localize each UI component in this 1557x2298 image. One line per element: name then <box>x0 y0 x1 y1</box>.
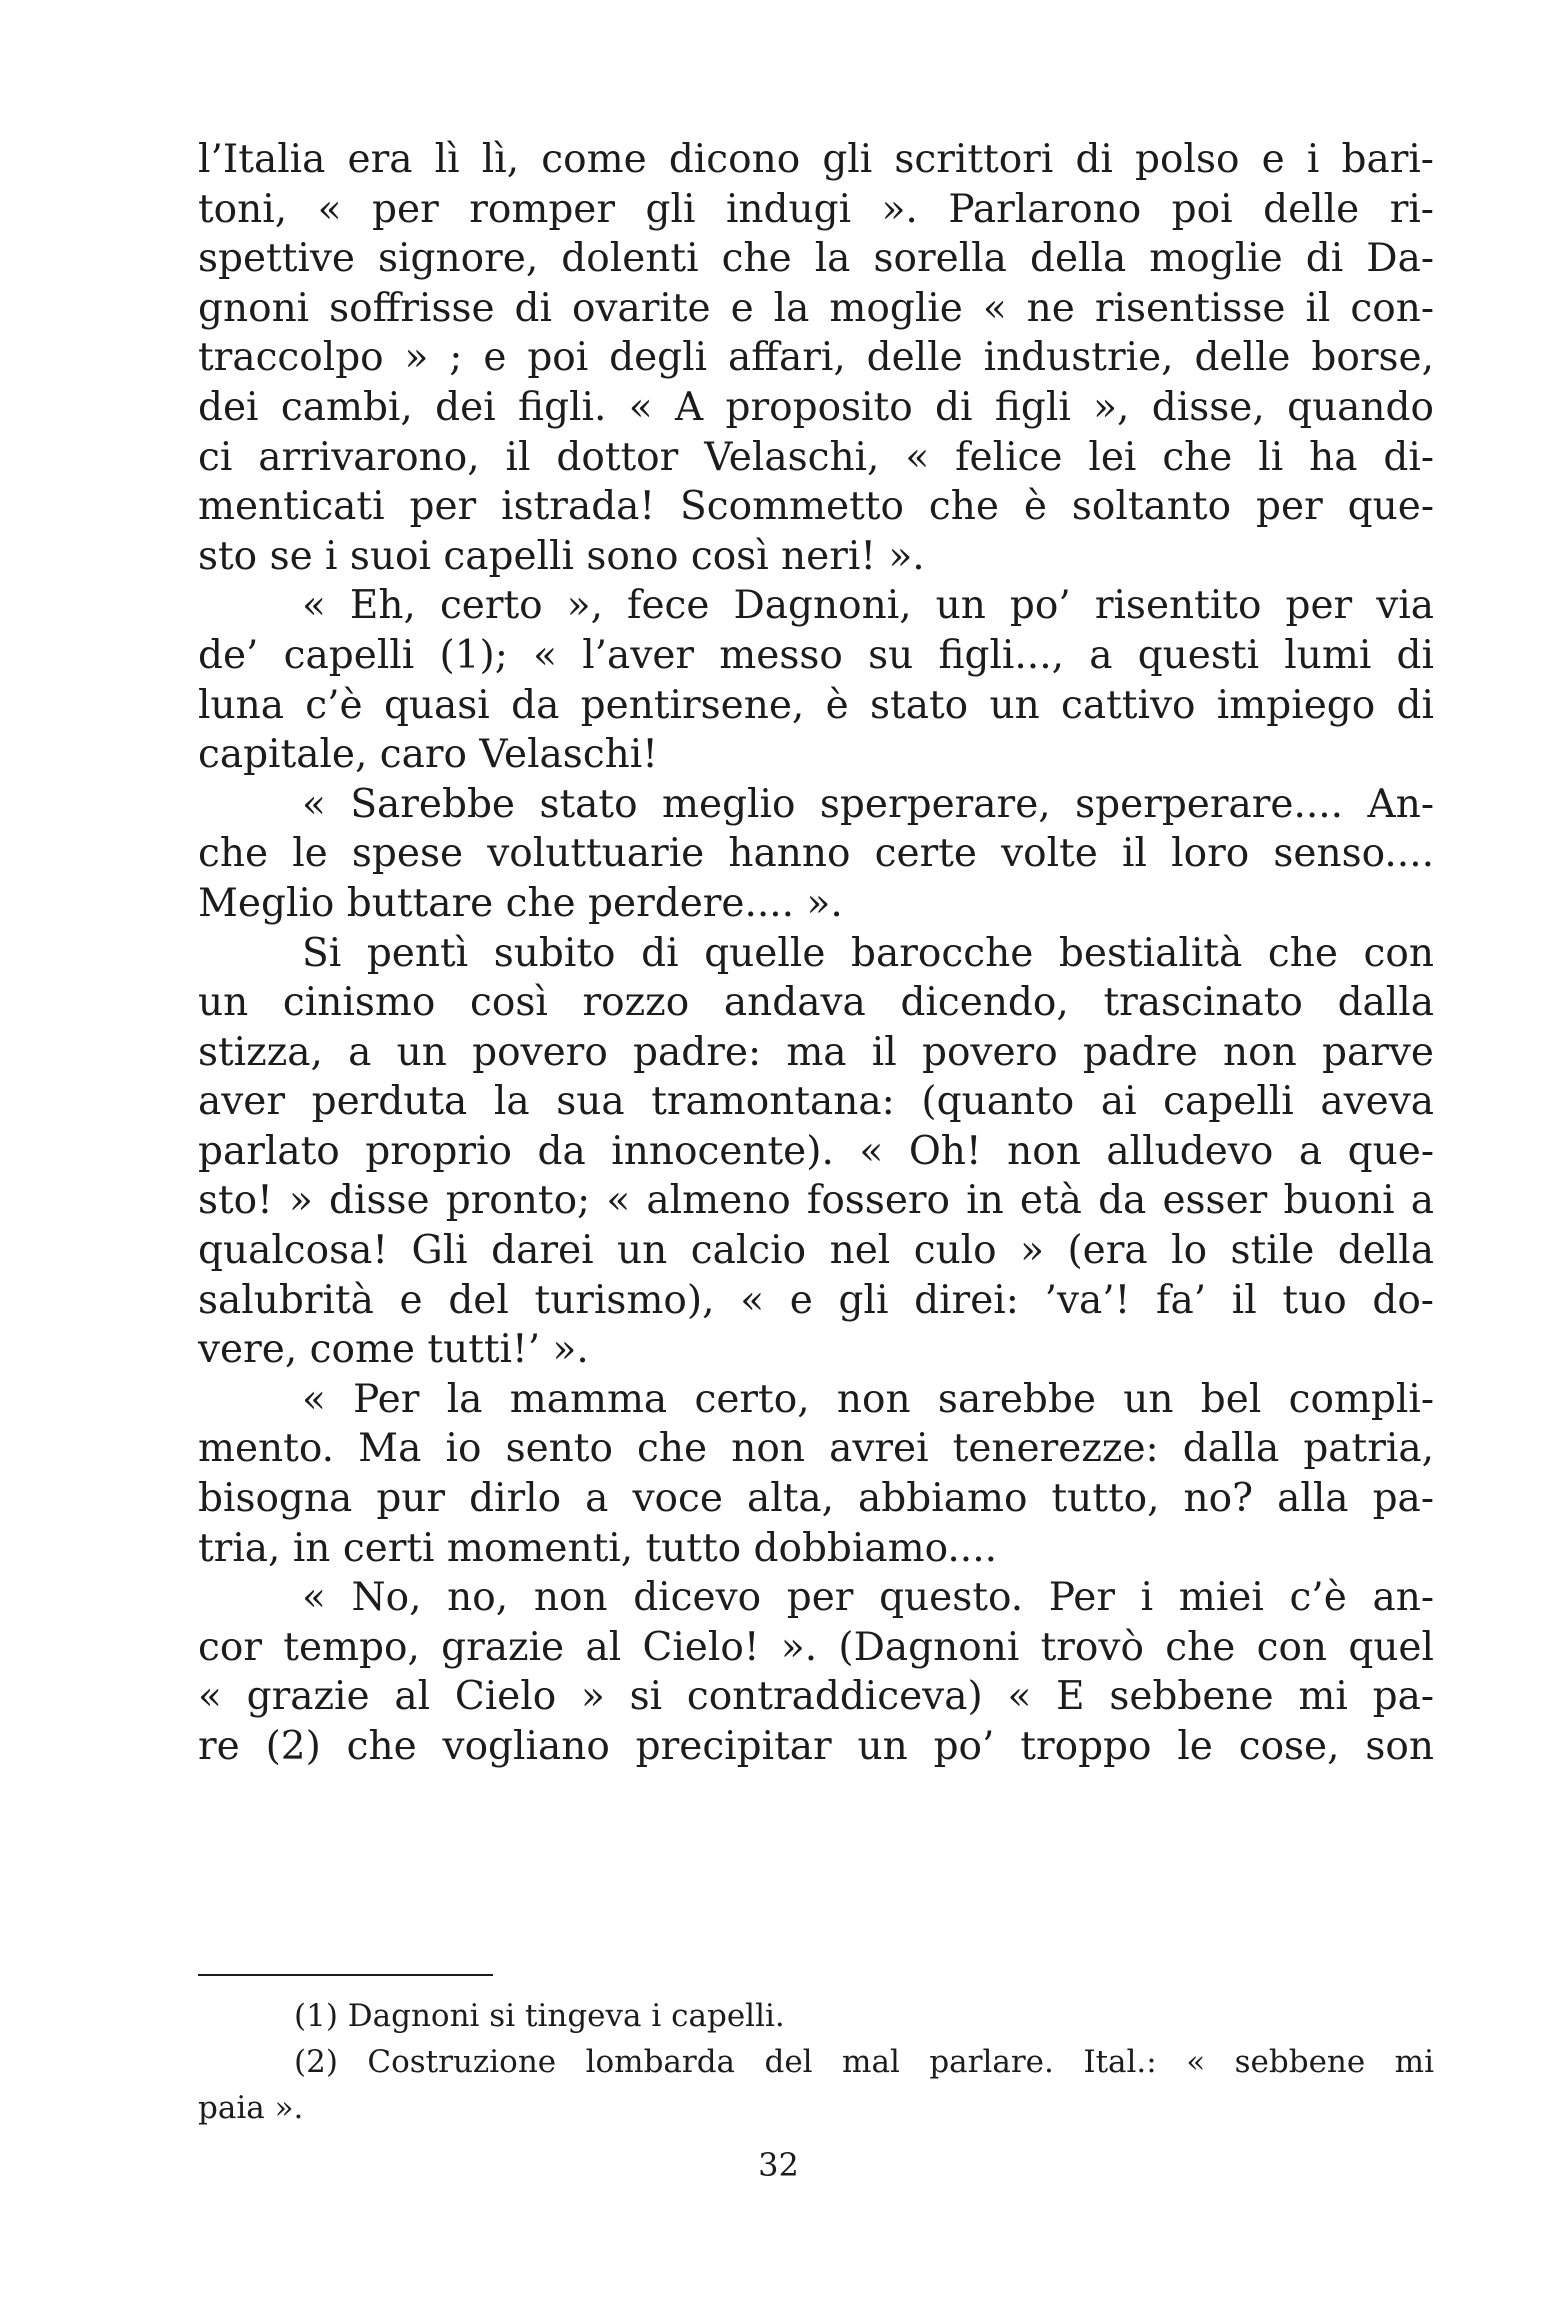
footnote-line: (2) Costruzione lombarda del mal parlare. Ital.: « sebbene mi <box>294 2044 1434 2080</box>
footnotes <box>198 1993 1434 2131</box>
text-line: cor tempo, grazie al Cielo! ». (Dagnoni trovò che con quel <box>198 1624 1434 1670</box>
text-line: stizza, a un povero padre: ma il povero padre non parve <box>198 1029 1434 1075</box>
text-line: sto! » disse pronto; « almeno fossero in età da esser buoni a <box>198 1178 1434 1224</box>
text-line: traccolpo » ; e poi degli affari, delle industrie, delle borse, <box>198 335 1434 381</box>
text-line: tria, in certi momenti, tutto dobbiamo.... <box>198 1525 997 1571</box>
text-line: Si pentì subito di quelle barocche bestialità che con <box>302 930 1434 976</box>
text-line: sto se i suoi capelli sono così neri! ». <box>198 533 925 579</box>
text-line: bisogna pur dirlo a voce alta, abbiamo tutto, no? alla pa- <box>198 1476 1434 1522</box>
text-line: « grazie al Cielo » si contraddiceva) « E sebbene mi pa- <box>198 1674 1434 1720</box>
text-line: « Sarebbe stato meglio sperperare, sperperare.... An- <box>302 781 1434 827</box>
text-line: un cinismo così rozzo andava dicendo, trascinato dalla <box>198 980 1434 1026</box>
page-number: 32 <box>758 2146 799 2184</box>
text-line: dei cambi, dei figli. « A proposito di figli », disse, quando <box>198 384 1434 430</box>
text-line: aver perduta la sua tramontana: (quanto ai capelli aveva <box>198 1079 1434 1125</box>
footnote-line: (1) Dagnoni si tingeva i capelli. <box>294 1998 785 2034</box>
text-line: luna c’è quasi da pentirsene, è stato un cattivo impiego di <box>198 682 1434 728</box>
text-line: ci arrivarono, il dottor Velaschi, « felice lei che li ha di- <box>198 434 1434 480</box>
text-line: spettive signore, dolenti che la sorella della moglie di Da- <box>198 236 1434 282</box>
text-line: che le spese voluttuarie hanno certe volte il loro senso.... <box>198 831 1434 877</box>
text-line: toni, « per romper gli indugi ». Parlarono poi delle ri- <box>198 186 1434 232</box>
footnote-divider <box>198 1974 493 1976</box>
text-line: capitale, caro Velaschi! <box>198 732 658 778</box>
text-line: l’Italia era lì lì, come dicono gli scrittori di polso e i bari- <box>198 137 1434 182</box>
text-line: salubrità e del turismo), « e gli direi: ’va’! fa’ il tuo do- <box>198 1277 1434 1323</box>
text-line: menticati per istrada! Scommetto che è soltanto per que- <box>198 484 1434 530</box>
text-line: « Per la mamma certo, non sarebbe un bel compli- <box>302 1376 1434 1422</box>
text-line: Meglio buttare che perdere.... ». <box>198 880 843 926</box>
text-line: parlato proprio da innocente). « Oh! non alludevo a que- <box>198 1128 1434 1174</box>
text-line: vere, come tutti!’ ». <box>198 1327 589 1373</box>
text-line: « No, no, non dicevo per questo. Per i miei c’è an- <box>302 1575 1434 1621</box>
body-text <box>198 135 1434 1772</box>
text-line: « Eh, certo », fece Dagnoni, un po’ risentito per via <box>302 583 1434 629</box>
text-line: re (2) che vogliano precipitar un po’ troppo le cose, son <box>198 1724 1434 1769</box>
text-line: mento. Ma io sento che non avrei tenerezze: dalla patria, <box>198 1426 1434 1472</box>
footnote-line: paia ». <box>198 2090 304 2126</box>
text-line: qualcosa! Gli darei un calcio nel culo » (era lo stile della <box>198 1228 1434 1274</box>
text-line: de’ capelli (1); « l’aver messo su figli..., a questi lumi di <box>198 632 1434 678</box>
text-line: gnoni soffrisse di ovarite e la moglie « ne risentisse il con- <box>198 285 1434 331</box>
